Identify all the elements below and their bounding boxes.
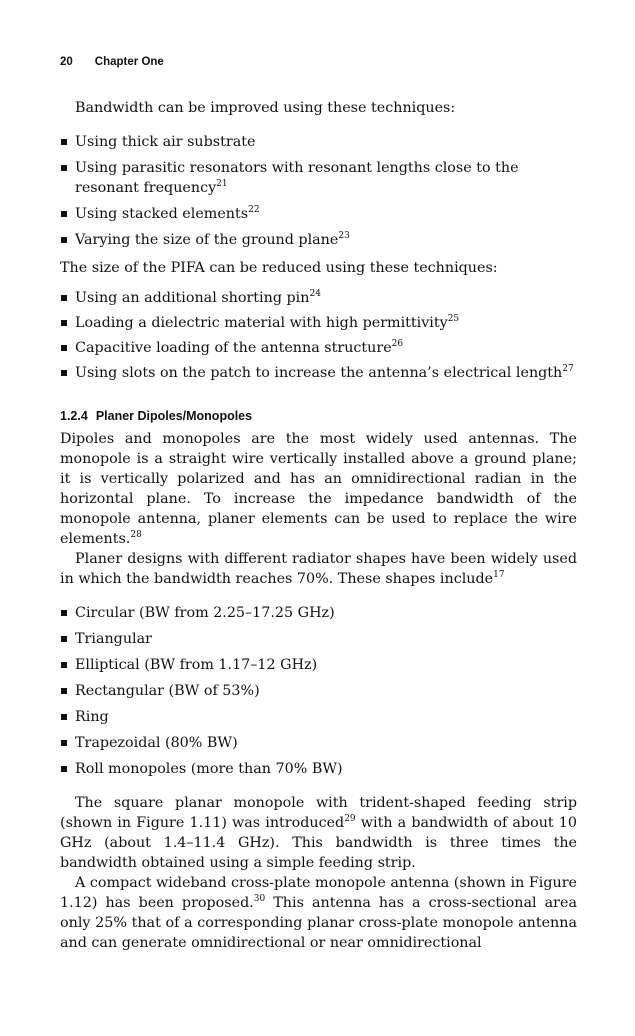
list-item: Rectangular (BW of 53%): [60, 681, 577, 701]
footnote-ref: 28: [130, 530, 142, 540]
paragraph: [60, 873, 577, 953]
footnote-ref: 22: [248, 205, 260, 215]
list-item-text: Using slots on the patch to increase the antenna’s electrical length: [75, 365, 563, 381]
size-intro: The size of the PIFA can be reduced using these techniques:: [60, 260, 498, 276]
footnote-ref: 23: [338, 231, 350, 241]
list-item: Trapezoidal (80% BW): [60, 733, 577, 753]
paragraph: [60, 793, 577, 873]
list-item: [60, 230, 577, 250]
chapter-title: Chapter One: [94, 56, 164, 68]
size-techniques-list: [60, 288, 577, 383]
footnote-ref: 17: [493, 570, 505, 580]
footnote-ref: 24: [309, 289, 321, 299]
list-item: Roll monopoles (more than 70% BW): [60, 759, 577, 779]
list-item: [60, 288, 577, 308]
list-item: Triangular: [60, 629, 577, 649]
list-item-text: Varying the size of the ground plane: [75, 232, 339, 248]
bandwidth-intro: Bandwidth can be improved using these techniques:: [75, 100, 456, 116]
list-item: [60, 363, 577, 383]
footnote-ref: 30: [253, 894, 266, 904]
list-item: [60, 158, 577, 198]
section-heading: [60, 407, 577, 425]
page-body: [60, 98, 577, 953]
section-title: Planer Dipoles/Monopoles: [95, 409, 253, 423]
footnote-ref: 25: [447, 314, 460, 324]
list-item-text: Using thick air substrate: [75, 134, 256, 150]
paragraph-text: with a bandwidth of about 10 GHz (about 1.4–11.4 GHz). This bandwidth is three times the bandwidth obtained using a simple feeding strip.: [60, 815, 577, 871]
running-header: [60, 56, 164, 68]
list-item-text: Using an additional shorting pin: [75, 290, 310, 306]
list-item: [60, 132, 577, 152]
paragraph: [60, 429, 577, 549]
list-item-text: Loading a dielectric material with high permittivity: [75, 315, 448, 331]
paragraph-text: A compact wideband cross-plate monopole antenna (shown in Figure 1.12) has been proposed.: [60, 875, 577, 911]
list-item: Elliptical (BW from 1.17–12 GHz): [60, 655, 577, 675]
list-item-text: Capacitive loading of the antenna structure: [75, 340, 392, 356]
list-item: [60, 204, 577, 224]
list-item: [60, 313, 577, 333]
list-item-text: Using stacked elements: [75, 206, 249, 222]
list-item: [60, 338, 577, 358]
list-item-text: Using parasitic resonators with resonant lengths close to the resonant frequency: [75, 160, 519, 196]
list-item: Ring: [60, 707, 577, 727]
paragraph-text: This antenna has a cross-sectional area only 25% that of a corresponding planar cross-plate monopole antenna and can generate omnidirectional or near omnidirectional: [60, 895, 577, 951]
page-number: 20: [60, 56, 73, 68]
radiator-shapes-list: [60, 603, 577, 779]
list-item: Circular (BW from 2.25–17.25 GHz): [60, 603, 577, 623]
paragraph-text: Dipoles and monopoles are the most widely used antennas. The monopole is a straight wire vertically installed above a ground plane; it is vertically polarized and has an omnidirectional radian in the horizontal plane. To increase the impedance bandwidth of the monopole antenna, planer elements can be used to replace the wire elements.: [60, 431, 577, 547]
section-number: 1.2.4: [60, 409, 88, 423]
paragraph: [60, 549, 577, 589]
paragraph-text: The square planar monopole with trident-shaped feeding strip (shown in Figure 1.11) was introduced: [60, 795, 577, 831]
footnote-ref: 29: [344, 814, 356, 824]
footnote-ref: 21: [216, 179, 228, 189]
paragraph-text: Planer designs with different radiator shapes have been widely used in which the bandwidth reaches 70%. These shapes include: [60, 551, 577, 587]
footnote-ref: 27: [562, 364, 574, 374]
footnote-ref: 26: [391, 339, 404, 349]
bandwidth-techniques-list: [60, 132, 577, 250]
